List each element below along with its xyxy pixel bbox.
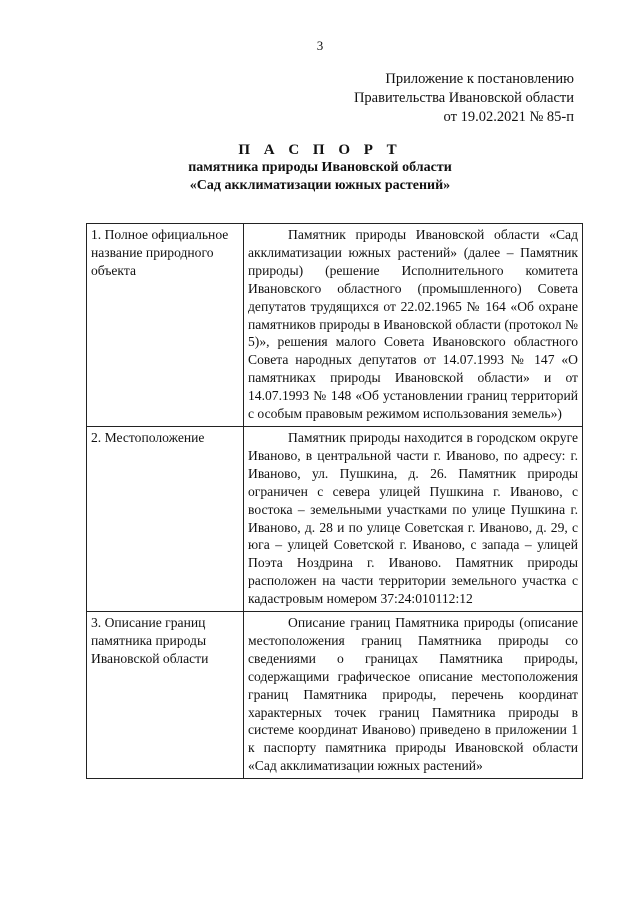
row-value: Памятник природы Ивановской области «Сад акклиматизации южных растений» (далее – Памятник природы) (решение Исполнительного комитета Ивановского областного (промышленного) Совета депутатов трудящихся от 22.02.1965 № 164 «Об охране памятников природы в Ивановской области (протокол № 5)», решения малого Совета Ивановского областного Совета народных депутатов от 14.07.1993 № 147 «О памятниках природы Ивановской области» и от 14.07.1993 № 148 «Об установлении границ территорий с особым правовым режимом использования земель») (244, 224, 583, 427)
appendix-line-2: Правительства Ивановской области (353, 90, 574, 106)
title-name: «Сад акклиматизации южных растений» (189, 178, 451, 193)
passport-table (86, 223, 583, 779)
page-number: 3 (316, 38, 324, 53)
table-row (87, 224, 583, 427)
appendix-line-1: Приложение к постановлению (385, 71, 574, 87)
row-label: 2. Местоположение (87, 426, 244, 611)
row-value: Памятник природы находится в городском округе Иваново, в центральной части г. Иваново, по адресу: г. Иваново, ул. Пушкина, д. 26. Памятник природы ограничен с севера улицей Пушкина г. Иваново, с востока – земельными участками по улице Пушкина г. Иваново, д. 28 и по улице Советская г. Иваново, д. 29, с юга – улицей Советской г. Иваново, с запада – улицей Поэта Ноздрина г. Иваново. Памятник природы расположен на части территории земельного участка с кадастровым номером 37:24:010112:12 (244, 426, 583, 611)
table-row (87, 612, 583, 779)
row-value: Описание границ Памятника природы (описание местоположения границ Памятника природы со сведениями о границах Памятника природы, содержащими графическое описание местоположения границ Памятника природы, перечень координат характерных точек границ Памятника природы в системе координат Иваново) приведено в приложении 1 к паспорту памятника природы Ивановской области «Сад акклиматизации южных растений» (244, 612, 583, 779)
table-row (87, 426, 583, 611)
row-label: 1. Полное официальное название природного объекта (87, 224, 244, 427)
appendix-note (354, 70, 574, 127)
document-title (0, 141, 640, 195)
appendix-line-3: от 19.02.2021 № 85-п (443, 109, 574, 125)
row-label: 3. Описание границ памятника природы Ивановской области (87, 612, 244, 779)
title-passport: П А С П О Р Т (238, 142, 402, 158)
title-subject: памятника природы Ивановской области (188, 160, 452, 175)
